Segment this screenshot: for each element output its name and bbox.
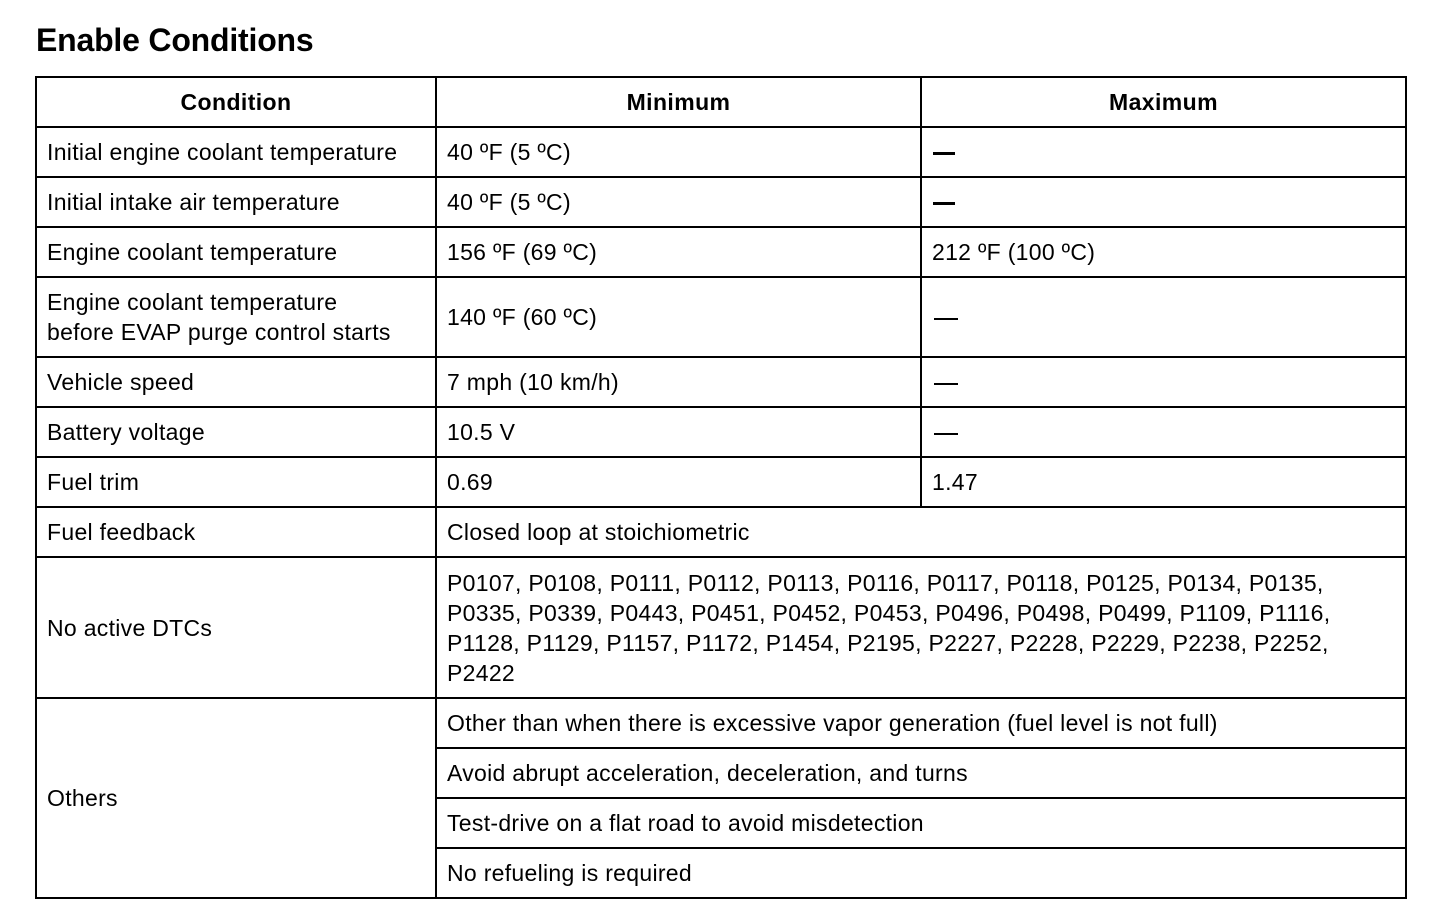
maximum-cell: 212 ºF (100 ºC) (921, 227, 1406, 277)
others-item-cell: No refueling is required (436, 848, 1406, 898)
maximum-cell (921, 127, 1406, 177)
em-dash-glyph (933, 152, 955, 155)
em-dash-glyph (934, 318, 958, 320)
dtc-line: P1128, P1129, P1157, P1172, P1454, P2195, P2227, P2228, P2229, P2238, P2252, (447, 629, 1329, 656)
table-row (36, 407, 1406, 457)
dtc-list-cell (436, 557, 1406, 698)
condition-line: Engine coolant temperature (47, 289, 338, 315)
maximum-cell (921, 277, 1406, 357)
minimum-cell: 156 ºF (69 ºC) (436, 227, 921, 277)
table-row (36, 557, 1406, 698)
minimum-cell: 40 ºF (5 ºC) (436, 177, 921, 227)
minimum-cell: 40 ºF (5 ºC) (436, 127, 921, 177)
others-item-cell: Other than when there is excessive vapor generation (fuel level is not full) (436, 698, 1406, 748)
condition-cell: Vehicle speed (36, 357, 436, 407)
condition-line: before EVAP purge control starts (47, 319, 391, 345)
enable-conditions-table (35, 76, 1407, 899)
column-header-minimum: Minimum (436, 77, 921, 127)
maximum-cell (921, 407, 1406, 457)
minimum-cell: 0.69 (436, 457, 921, 507)
table-row (36, 457, 1406, 507)
maximum-cell (921, 357, 1406, 407)
maximum-cell: 1.47 (921, 457, 1406, 507)
minimum-cell: 140 ºF (60 ºC) (436, 277, 921, 357)
condition-cell: Fuel trim (36, 457, 436, 507)
page-title: Enable Conditions (36, 22, 314, 58)
em-dash-glyph (933, 202, 955, 205)
condition-cell: Initial intake air temperature (36, 177, 436, 227)
em-dash-glyph (934, 383, 958, 385)
minimum-cell: 10.5 V (436, 407, 921, 457)
dtc-line: P0335, P0339, P0443, P0451, P0452, P0453, P0496, P0498, P0499, P1109, P1116, (447, 599, 1331, 626)
column-header-condition: Condition (36, 77, 436, 127)
maximum-value (932, 187, 933, 188)
maximum-value (932, 367, 933, 368)
dtc-line: P0107, P0108, P0111, P0112, P0113, P0116, P0117, P0118, P0125, P0134, P0135, (447, 569, 1324, 596)
condition-cell: Others (36, 698, 436, 898)
table-row (36, 357, 1406, 407)
table-header-row (36, 77, 1406, 127)
maximum-value (932, 417, 933, 418)
maximum-cell (921, 177, 1406, 227)
condition-cell: No active DTCs (36, 557, 436, 698)
condition-cell (36, 277, 436, 357)
value-cell: Closed loop at stoichiometric (436, 507, 1406, 557)
condition-cell: Engine coolant temperature (36, 227, 436, 277)
dtc-line: P2422 (447, 659, 516, 686)
others-item-cell: Avoid abrupt acceleration, deceleration, and turns (436, 748, 1406, 798)
condition-cell: Battery voltage (36, 407, 436, 457)
minimum-cell: 7 mph (10 km/h) (436, 357, 921, 407)
table-row (36, 507, 1406, 557)
condition-cell: Initial engine coolant temperature (36, 127, 436, 177)
column-header-maximum: Maximum (921, 77, 1406, 127)
table-row (36, 177, 1406, 227)
maximum-value (932, 137, 933, 138)
table-row (36, 227, 1406, 277)
em-dash-glyph (934, 433, 958, 435)
table-row (36, 127, 1406, 177)
maximum-value (932, 302, 933, 303)
table-row (36, 698, 1406, 748)
others-item-cell: Test-drive on a flat road to avoid misdetection (436, 798, 1406, 848)
condition-cell: Fuel feedback (36, 507, 436, 557)
table-row (36, 277, 1406, 357)
